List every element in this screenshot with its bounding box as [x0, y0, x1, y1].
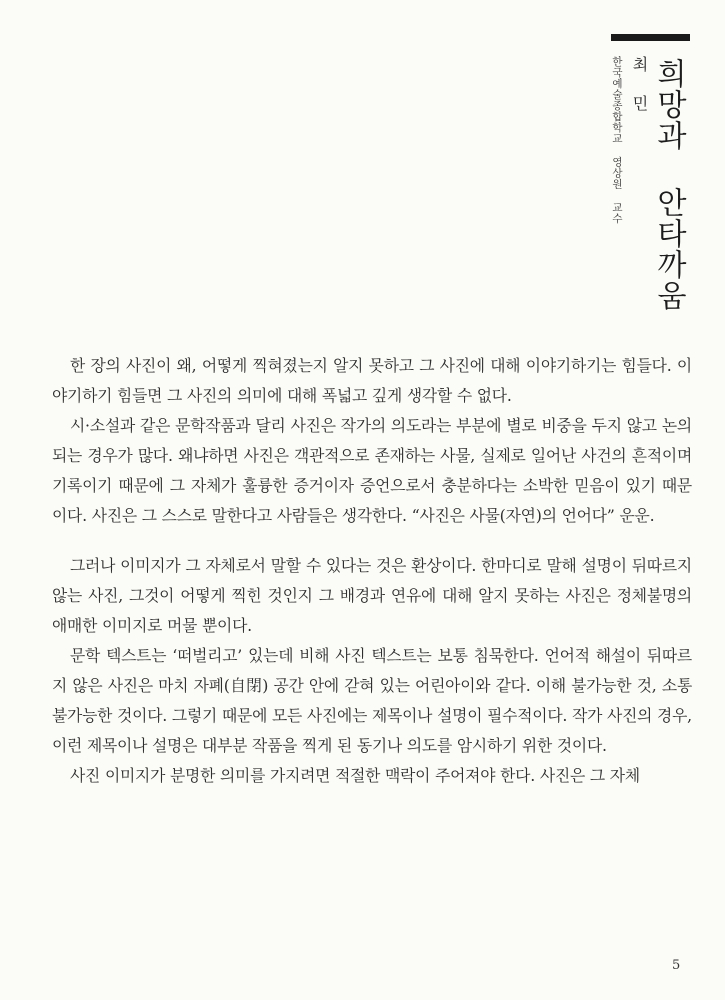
- header-rule: [611, 34, 690, 41]
- article-body: [52, 351, 692, 791]
- author-name: 최 민: [630, 56, 649, 113]
- paragraph: 한 장의 사진이 왜, 어떻게 찍혀졌는지 알지 못하고 그 사진에 대해 이야기하기는 힘들다. 이야기하기 힘들면 그 사진의 의미에 대해 폭넓고 깊게 생각할 수 없다.: [52, 356, 692, 405]
- author-affiliation: 한국예술종합학교 영상원 교수: [611, 56, 623, 224]
- paragraph: 문학 텍스트는 ‘떠벌리고’ 있는데 비해 사진 텍스트는 보통 침묵한다. 언어적 해설이 뒤따르지 않은 사진은 마치 자폐(自閉) 공간 안에 갇혀 있는 어린아이와 같다. 이해 불가능한 것, 소통 불가능한 것이다. 그렇기 때문에 모든 사진에는 제목이나 설명이 필수적이다. 작가 사진의 경우, 이런 제목이나 설명은 대부분 작품을 찍게 된 동기나 의도를 암시하기 위한 것이다.: [52, 646, 692, 755]
- paragraph: 사진 이미지가 분명한 의미를 가지려면 적절한 맥락이 주어져야 한다. 사진은 그 자체: [70, 766, 640, 785]
- paragraph: 시·소설과 같은 문학작품과 달리 사진은 작가의 의도라는 부분에 별로 비중을 두지 않고 논의되는 경우가 많다. 왜냐하면 사진은 객관적으로 존재하는 사물, 실제로 일어난 사건의 흔적이며 기록이기 때문에 그 자체가 훌륭한 증거이자 증언으로서 충분하다는 소박한 믿음이 있기 때문이다. 사진은 그 스스로 말한다고 사람들은 생각한다. “사진은 사물(자연)의 언어다” 운운.: [52, 416, 692, 525]
- page-number: 5: [672, 958, 681, 973]
- paragraph: 그러나 이미지가 그 자체로서 말할 수 있다는 것은 환상이다. 한마디로 말해 설명이 뒤따르지 않는 사진, 그것이 어떻게 찍힌 것인지 그 배경과 연유에 대해 알지 못하는 사진은 정체불명의 애매한 이미지로 머물 뿐이다.: [52, 556, 692, 635]
- article-title: 희망과 안타까움: [651, 58, 686, 311]
